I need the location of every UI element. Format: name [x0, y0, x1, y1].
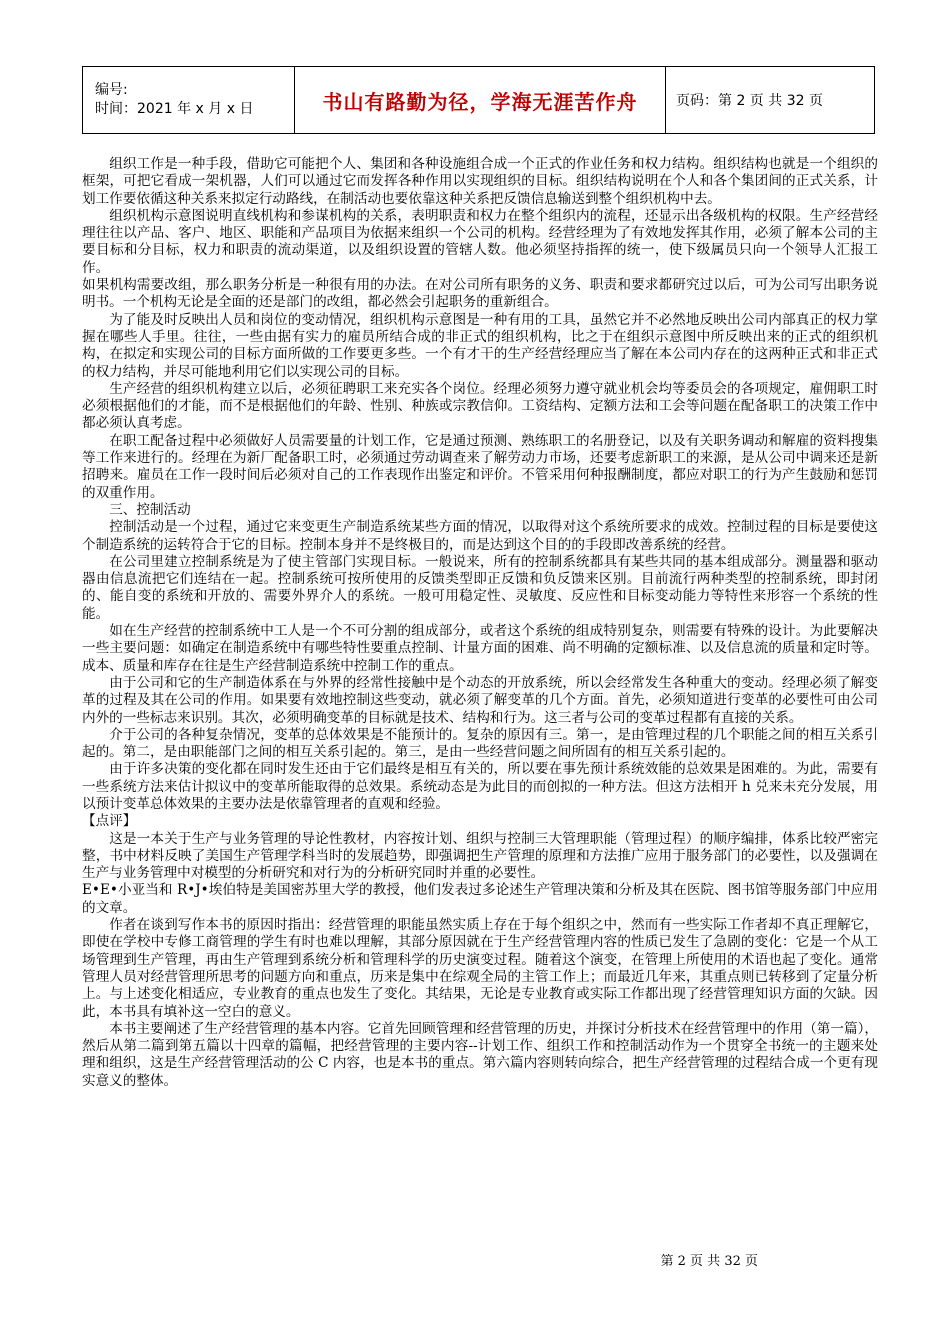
- document-number-label: 编号:: [95, 82, 128, 98]
- header-meta: [83, 67, 295, 134]
- paragraph: 组织工作是一种手段，借助它可能把个人、集团和各种设施组合成一个正式的作业任务和权力结构。组织结构也就是一个组织的框架，可把它看成一架机器，人们可以通过它而发挥各种作用以实现组织的目标。组织结构说明在个人和各个集团间的正式关系，计划工作要依循这种关系来拟定行动路线，在制活动也要依靠这种关系把反馈信息输送到整个组织机构中去。: [82, 156, 878, 207]
- document-body: [82, 156, 878, 1090]
- paragraph: 由于许多决策的变化都在同时发生还由于它们最终是相互有关的，所以要在事先预计系统效能的总效果是困难的。为此，需要有一些系统方法来估计拟议中的变革所能取得的总效果。系统动态是为此目的而创拟的一种方法。但这方法相开 h 兑来未充分发展，用以预计变革总体效果的主要办法是依靠管理者的直观和经验。: [82, 761, 878, 812]
- page-footer: 第 2 页 共 32 页: [660, 1254, 758, 1269]
- paragraph: 介于公司的各种复杂情况，变革的总体效果是不能预计的。复杂的原因有三。第一，是由管理过程的几个职能之间的相互关系引起的。第二，是由职能部门之间的相互关系引起的。第三，是由一些经营问题之间所固有的相互关系引起的。: [82, 726, 878, 761]
- paragraph: 控制活动是一个过程，通过它来变更生产制造系统某些方面的情况，以取得对这个系统所要求的成效。控制过程的目标是要使这个制造系统的运转符合于它的目标。控制本身并不是终极目的，而是达到这个目的的手段即改善系统的经营。: [82, 519, 878, 553]
- paragraph: 作者在谈到写作本书的原因时指出：经营管理的职能虽然实质上存在于每个组织之中，然而有一些实际工作者却不真正理解它，即使在学校中专修工商管理的学生有时也难以理解，其部分原因就在于生产经营管理内容的性质已发生了急剧的变化：它是一个从工场管理到生产管理，再由生产管理到系统分析和管理科学的历史演变过程。随着这个演变，在管理上所使用的术语也起了变化。通常管理人员对经营管理所思考的问题方向和重点，历来是集中在综观全局的主管工作上；而最近几年来，其重点则已转移到了定量分析上。与上述变化相适应，专业教育的重点也发生了变化。其结果，无论是专业教育或实际工作都出现了经营管理知识方面的欠缺。因此，本书具有填补这一空白的意义。: [82, 917, 878, 1020]
- paragraph: 生产经营的组织机构建立以后，必须征聘职工来充实各个岗位。经理必须努力遵守就业机会均等委员会的各项规定，雇佣职工时必须根据他们的才能，而不是根据他们的年龄、性别、种族或宗教信仰。工资结构、定额方法和工会等问题在配备职工的决策工作中都必须认真考虑。: [82, 380, 878, 432]
- document-date-label: 时间：2021 年 x 月 x 日: [95, 101, 254, 117]
- paragraph: E•E•小亚当和 R•J•埃伯特是美国密苏里大学的教授，他们发表过多论述生产管理决策和分析及其在医院、图书馆等服务部门中应用的文章。: [82, 882, 878, 916]
- paragraph: 【点评】: [82, 813, 137, 830]
- paragraph: 如果机构需要改组，那么职务分析是一种很有用的办法。在对公司所有职务的义务、职责和要求都研究过以后，可为公司写出职务说明书。一个机构无论是全面的还是部门的改组，都必然会引起职务的重新组合。: [82, 277, 878, 311]
- page-header: [82, 66, 875, 134]
- paragraph: 这是一本关于生产与业务管理的导论性教材，内容按计划、组织与控制三大管理职能（管理过程）的顺序编排，体系比较严密完整，书中材料反映了美国生产管理学科当时的发展趋势，即强调把生产管理的原理和方法推广应用于服务部门的必要性，以及强调在生产与业务管理中对模型的分析研究和对行为的分析研究同时并重的必要性。: [82, 830, 878, 882]
- paragraph: 为了能及时反映出人员和岗位的变动情况，组织机构示意图是一种有用的工具，虽然它并不必然地反映出公司内部真正的权力掌握在哪些人手里。往往，一些由据有实力的雇员所结合成的非正式的组织机构，比之于在组织示意图中所反映出来的正式的组织机构，在拟定和实现公司的目标方面所做的工作要更多些。一个有才干的生产经营经理应当了解在本公司内存在的这两种正式和非正式的权力结构，并尽可能地利用它们以实现公司的目标。: [82, 311, 878, 380]
- paragraph: 由于公司和它的生产制造体系在与外界的经常性接触中是个动态的开放系统，所以会经常发生各种重大的变动。经理必须了解变革的过程及其在公司的作用。如果要有效地控制这些变动，就必须了解变革的几个方面。首先，必须知道进行变革的必要性可由公司内外的一些标志来识别。其次，必须明确变革的目标就是技术、结构和行为。这三者与公司的变革过程都有直接的关系。: [82, 674, 878, 726]
- paragraph: 在职工配备过程中必须做好人员需要量的计划工作，它是通过预测、熟练职工的名册登记，以及有关职务调动和解雇的资料搜集等工作来进行的。经理在为新厂配备职工时，必须通过劳动调查来了解劳动力市场，还要考虑新职工的来源，是从公司中调来还是新招聘来。雇员在工作一段时间后必须对自己的工作表现作出鉴定和评价。不管采用何种报酬制度，都应对职工的行为产生鼓励和惩罚的双重作用。: [82, 432, 878, 501]
- paragraph: 三、控制活动: [109, 501, 191, 518]
- paragraph: 组织机构示意图说明直线机构和参谋机构的关系，表明职责和权力在整个组织内的流程，还显示出各级机构的权限。生产经营经理往往以产品、客户、地区、职能和产品项目为依据来组织一个公司的机构。经营经理为了有效地发挥其作用，必须了解本公司的主要目标和分目标，权力和职责的流动渠道，以及组织设置的管辖人数。他必须坚持指挥的统一，使下级属员只向一个领导人汇报工作。: [82, 207, 878, 276]
- paragraph: 本书主要阐述了生产经营管理的基本内容。它首先回顾管理和经营管理的历史，并探讨分析技术在经营管理中的作用（第一篇），然后从第二篇到第五篇以十四章的篇幅，把经营管理的主要内容--计划工作、组织工作和控制活动作为一个贯穿全书统一的主题来处理和组织，这是生产经营管理活动的公 C 内容，也是本书的重点。第六篇内容则转向综合，把生产经营管理的过程结合成一个更有现实意义的整体。: [82, 1020, 878, 1089]
- header-motto: 书山有路勤为径，学海无涯苦作舟: [295, 67, 666, 134]
- header-page-number: 页码：第 2 页 共 32 页: [666, 67, 875, 134]
- paragraph: 如在生产经营的控制系统中工人是一个不可分割的组成部分，或者这个系统的组成特别复杂，则需要有特殊的设计。为此要解决一些主要问题：如确定在制造系统中有哪些特性要重点控制、计量方面的困难、尚不明确的定额标准、以及信息流的质量和定时等。成本、质量和库存在往是生产经营制造系统中控制工作的重点。: [82, 623, 878, 674]
- paragraph: 在公司里建立控制系统是为了使主管部门实现目标。一般说来，所有的控制系统都具有某些共同的基本组成部分。测量器和驱动器由信息流把它们连结在一起。控制系统可按所使用的反馈类型即正反馈和负反馈来区别。目前流行两种类型的控制系统，即封闭的、能自变的系统和开放的、需要外界介人的系统。一般可用稳定性、灵敏度、反应性和目标变动能力等特性来形容一个系统的性能。: [82, 553, 878, 622]
